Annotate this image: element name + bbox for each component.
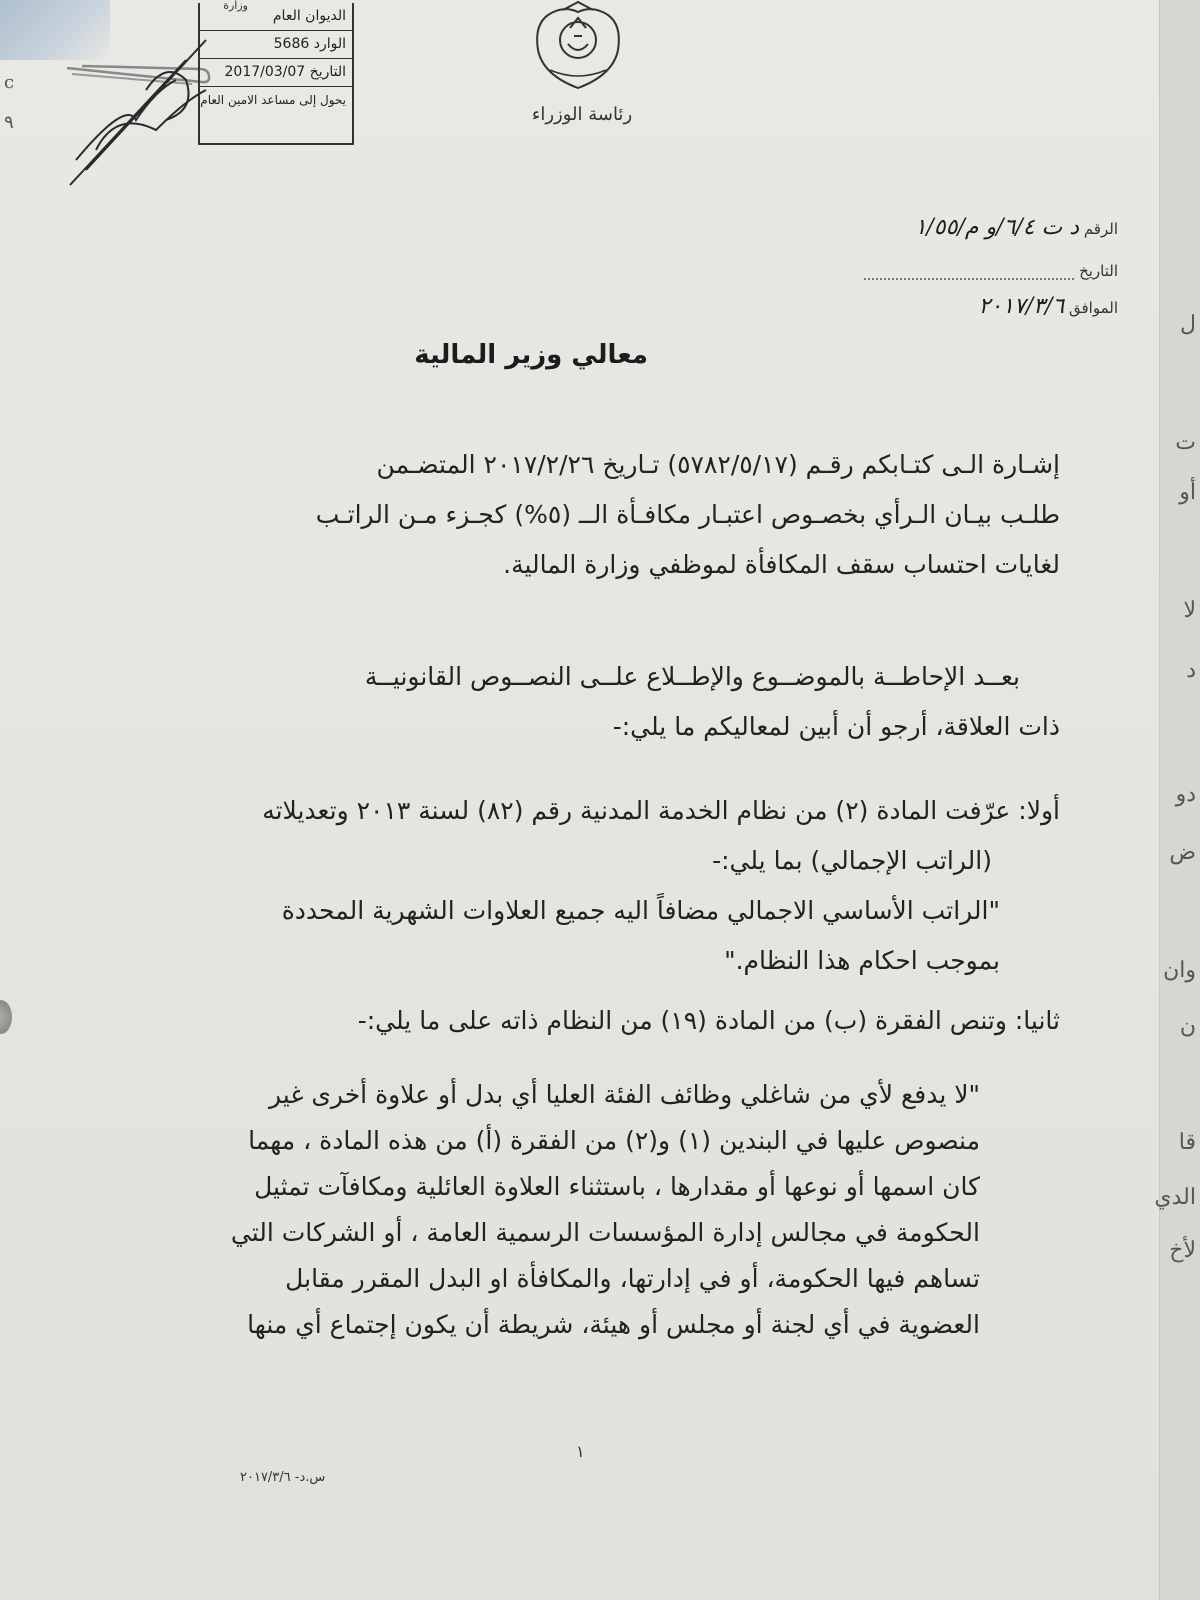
- quote-gross-salary: [60, 886, 1000, 986]
- stamp-row-incoming-number: الوارد 5686: [200, 31, 352, 59]
- stamp-row-department: الديوان العام: [200, 3, 352, 31]
- paragraph-line: أولا: عرّفت المادة (٢) من نظام الخدمة المدنية رقم (٨٢) لسنة ٢٠١٣ وتعديلاته: [262, 796, 1060, 825]
- paragraph-review: [40, 652, 1060, 752]
- page-number: ١: [576, 1442, 585, 1461]
- jordan-coat-of-arms-icon: [528, 0, 628, 90]
- handwritten-signature: [66, 20, 216, 190]
- edge-letter: لا: [1183, 598, 1196, 623]
- paragraph-line: ثانيا: وتنص الفقرة (ب) من المادة (١٩) من النظام ذاته على ما يلي:-: [357, 1006, 1060, 1035]
- edge-letter: د: [1186, 658, 1196, 683]
- edge-letter: وان: [1163, 958, 1196, 983]
- binder-ring: [0, 1000, 12, 1034]
- paragraph-line: تساهم فيها الحكومة، أو في إدارتها، والمكافأة او البدل المقرر مقابل: [285, 1264, 980, 1293]
- ref-number-row: [915, 215, 1118, 240]
- edge-letter: قا: [1178, 1130, 1196, 1155]
- footer-reference: س.د- ٢٠١٧/٣/٦: [240, 1470, 326, 1485]
- ref-date-row: [864, 262, 1118, 280]
- edge-letter: ن: [1179, 1014, 1196, 1039]
- stamp-row-referral: يحول إلى مساعد الامين العام: [200, 93, 346, 107]
- edge-letter: دو: [1175, 782, 1196, 807]
- paragraph-line: لغايات احتساب سقف المكافأة لموظفي وزارة المالية.: [503, 550, 1060, 579]
- stamp-top-word: وزارة: [223, 0, 248, 12]
- paragraph-line: إشـارة الـى كتـابكم رقـم (٥٧٨٢/٥/١٧) تـاريخ ٢٠١٧/٢/٢٦ المتضـمن: [376, 450, 1060, 479]
- stamp-row-date: التاريخ 2017/03/07: [200, 59, 352, 87]
- paragraph-line: العضوية في أي لجنة أو مجلس أو هيئة، شريطة أن يكون إجتماع أي منها: [247, 1310, 980, 1339]
- emblem-caption: رئاسة الوزراء: [531, 104, 633, 125]
- paragraph-second-point: [30, 996, 1060, 1046]
- paragraph-line: ذات العلاقة، أرجو أن أبين لمعاليكم ما يلي:-: [612, 712, 1060, 741]
- paragraph-first-point: [30, 786, 1060, 886]
- left-mark: c: [4, 72, 15, 93]
- ref-date-label: التاريخ: [1079, 262, 1118, 280]
- letter-addressee: معالي وزير المالية: [414, 340, 648, 370]
- underlying-page-edge: [1154, 0, 1200, 1600]
- edge-letter: لأخ: [1169, 1238, 1196, 1263]
- edge-letter: الدي: [1154, 1185, 1196, 1210]
- paragraph-line: بعــد الإحاطــة بالموضــوع والإطــلاع علــى النصــوص القانونيــة: [364, 662, 1020, 691]
- paragraph-line: منصوص عليها في البندين (١) و(٢) من الفقرة (أ) من هذه المادة ، مهما: [248, 1126, 980, 1155]
- paragraph-line: "لا يدفع لأي من شاغلي وظائف الفئة العليا أي بدل أو علاوة أخرى غير: [269, 1080, 980, 1109]
- paragraph-line: بموجب احكام هذا النظام.": [724, 946, 1000, 975]
- left-mark: ٩: [4, 112, 14, 133]
- ref-number-label: الرقم: [1083, 220, 1118, 238]
- ref-number-handwritten: د ت ٦/٤/و م/١/٥٥: [914, 215, 1080, 240]
- paragraph-line: (الراتب الإجمالي) بما يلي:-: [712, 846, 992, 875]
- ref-gregorian-handwritten: ٢٠١٧/٣/٦: [978, 294, 1065, 319]
- edge-letter: ت: [1175, 430, 1196, 455]
- paragraph-reference: [30, 440, 1060, 590]
- edge-letter: أو: [1179, 480, 1196, 505]
- paragraph-line: طلـب بيـان الـرأي بخصـوص اعتبـار مكافـأة الــ (٥%) كجـزء مـن الراتـب: [315, 500, 1060, 529]
- edge-letter: ل: [1180, 312, 1196, 337]
- paragraph-line: الحكومة في مجالس إدارة المؤسسات الرسمية العامة ، أو الشركات التي: [230, 1218, 980, 1247]
- edge-letter: ض: [1169, 840, 1196, 865]
- ref-gregorian-label: الموافق: [1068, 299, 1118, 317]
- ref-date-dots: [864, 264, 1074, 280]
- ref-gregorian-row: [978, 294, 1118, 319]
- incoming-stamp: [198, 0, 354, 145]
- quote-article-19: [70, 1072, 980, 1348]
- paragraph-line: "الراتب الأساسي الاجمالي مضافاً اليه جميع العلاوات الشهرية المحددة: [281, 896, 1000, 925]
- paragraph-line: كان اسمها أو نوعها أو مقدارها ، باستثناء العلاوة العائلية ومكافآت تمثيل: [254, 1172, 980, 1201]
